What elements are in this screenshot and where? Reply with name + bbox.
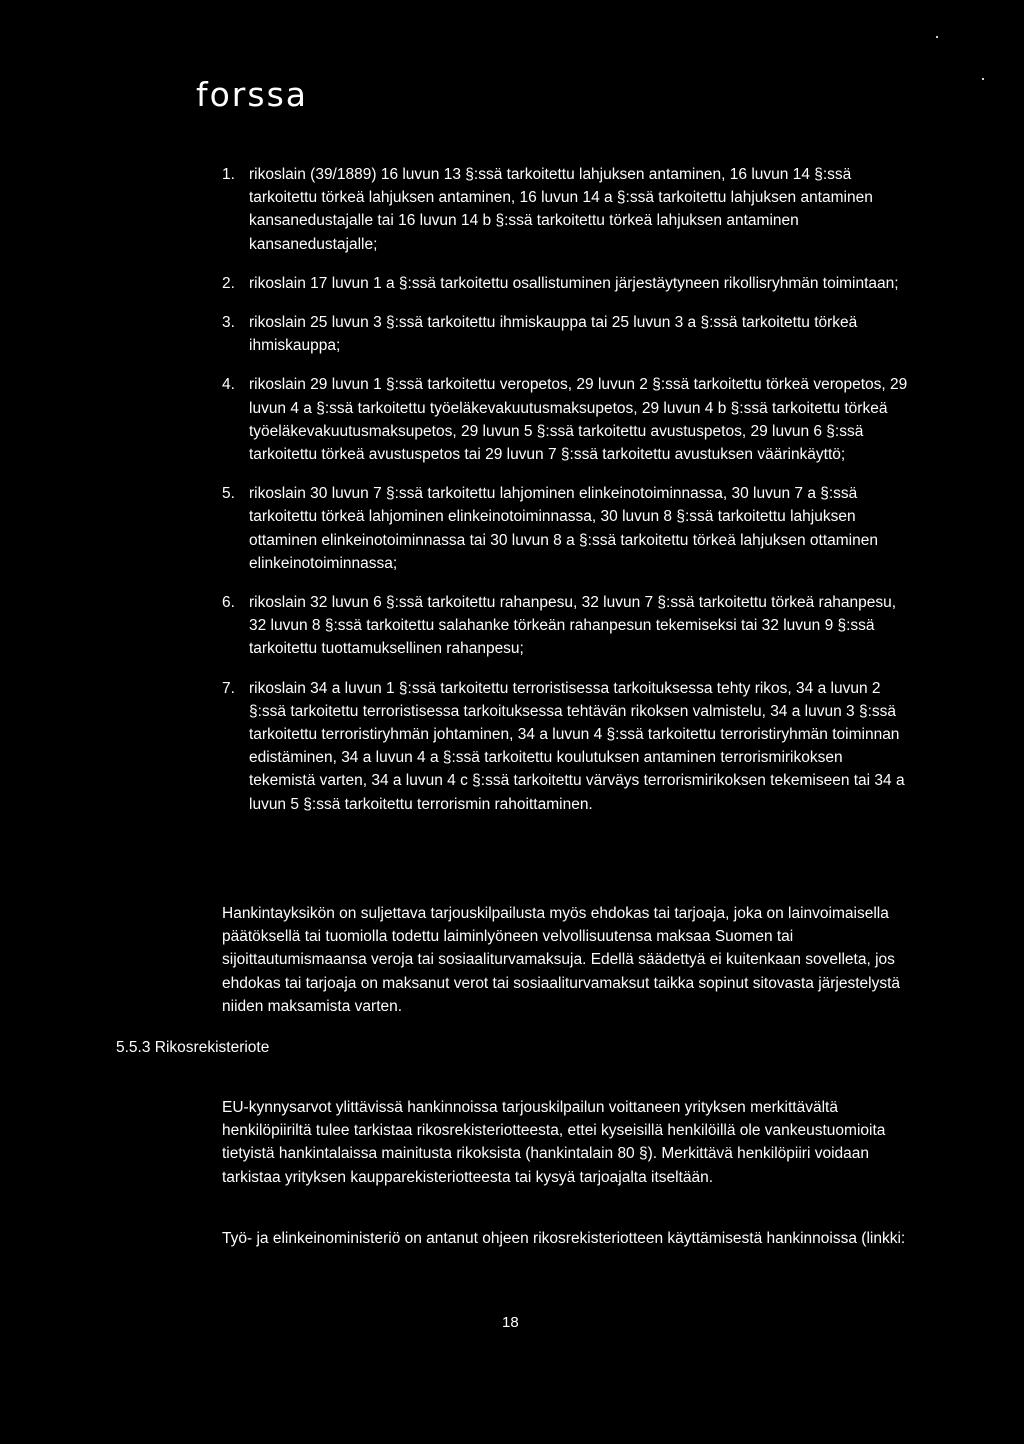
ministry-guidance-paragraph: Työ- ja elinkeinoministeriö on antanut ohjeen rikosrekisteriotteen käyttämisestä hankinnoissa (linkki:: [222, 1230, 906, 1247]
list-item-text: rikoslain 32 luvun 6 §:ssä tarkoitettu rahanpesu, 32 luvun 7 §:ssä tarkoitettu törkeä rahanpesu, 32 luvun 8 §:ssä tarkoitettu salahanke törkeän rahanpesun tekemiseksi tai 32 luvun 9 §:ssä tarkoitettu tuottamuksellinen rahanpesu;: [249, 594, 897, 658]
scan-speck: [936, 36, 938, 38]
exclusion-paragraph: Hankintayksikön on suljettava tarjouskilpailusta myös ehdokas tai tarjoaja, joka on lainvoimaisella päätöksellä tai tuomiolla todettu laiminlyöneen velvollisuutensa maksaa Suomen tai sijoittautumismaansa veroja tai sosiaaliturvamaksuja. Edellä säädettyä ei kuitenkaan sovelleta, jos ehdokas tai tarjoaja on maksanut verot tai sosiaaliturvamaksut taikka sopinut sitovasta järjestelystä niiden maksamista varten.: [222, 905, 901, 1015]
list-item-number: 5.: [222, 485, 235, 503]
list-item: [222, 272, 912, 295]
list-item-number: 6.: [222, 594, 235, 612]
section-heading: 5.5.3 Rikosrekisteriote: [116, 1039, 270, 1056]
scan-speck: [982, 78, 984, 80]
page-number: 18: [502, 1314, 519, 1331]
criminal-record-paragraph: EU-kynnysarvot ylittävissä hankinnoissa tarjouskilpailun voittaneen yrityksen merkittävältä henkilöpiiriltä tulee tarkistaa rikosrekisteriotteesta, ettei kyseisillä henkilöillä ole vankeustuomioita tietyistä hankintalaissa mainitusta rikoksista (hankintalain 80 §). Merkittävä henkilöpiiri voidaan tarkistaa yrityksen kaupparekisteriotteesta tai kysyä tarjoajalta itseltään.: [222, 1099, 886, 1186]
list-item-text: rikoslain 17 luvun 1 a §:ssä tarkoitettu osallistuminen järjestäytyneen rikollisryhmän toimintaan;: [249, 274, 899, 292]
list-item: [222, 677, 912, 816]
list-item-number: 3.: [222, 314, 235, 332]
list-item: [222, 482, 912, 575]
list-item-text: rikoslain (39/1889) 16 luvun 13 §:ssä tarkoitettu lahjuksen antaminen, 16 luvun 14 §:ssä tarkoitettu törkeä lahjuksen antaminen, 16 luvun 14 a §:ssä tarkoitettu lahjuksen antaminen kansanedustajalle tai 16 luvun 14 b §:ssä tarkoitettu törkeä lahjuksen antaminen kansanedustajalle;: [249, 166, 873, 253]
list-item-text: rikoslain 29 luvun 1 §:ssä tarkoitettu veropetos, 29 luvun 2 §:ssä tarkoitettu törkeä veropetos, 29 luvun 4 a §:ssä tarkoitettu työeläkevakuutusmaksupetos, 29 luvun 4 b §:ssä tarkoitettu törkeä työeläkevakuutusmaksupetos, 29 luvun 5 §:ssä tarkoitettu avustuspetos, 29 luvun 6 §:ssä tarkoitettu törkeä avustuspetos tai 29 luvun 7 §:ssä tarkoitettu avustuksen väärinkäyttö;: [249, 376, 908, 464]
list-item: [222, 591, 912, 661]
forssa-logo: forssa: [196, 75, 308, 114]
list-item-number: 2.: [222, 274, 235, 292]
list-item-text: rikoslain 30 luvun 7 §:ssä tarkoitettu lahjominen elinkeinotoiminnassa, 30 luvun 7 a §:ssä tarkoitettu törkeä lahjominen elinkeinotoiminnassa, 30 luvun 8 §:ssä tarkoitettu lahjuksen ottaminen elinkeinotoiminnassa tai 30 luvun 8 a §:ssä tarkoitettu törkeä lahjuksen ottaminen elinkeinotoiminnassa;: [249, 485, 878, 572]
list-item-text: rikoslain 25 luvun 3 §:ssä tarkoitettu ihmiskauppa tai 25 luvun 3 a §:ssä tarkoitettu törkeä ihmiskauppa;: [249, 314, 858, 355]
list-item-number: 4.: [222, 376, 235, 394]
list-item: [222, 373, 912, 466]
list-item: [222, 163, 912, 256]
list-item-text: rikoslain 34 a luvun 1 §:ssä tarkoitettu terroristisessa tarkoituksessa tehty rikos, 34 a luvun 2 §:ssä tarkoitettu terroristisessa tarkoituksessa tehtävän rikoksen valmistelu, 34 a luvun 3 §:ssä tarkoitettu terroristiryhmän johtaminen, 34 a luvun 4 §:ssä tarkoitettu terroristiryhmän toiminnan edistäminen, 34 a luvun 4 a §:ssä tarkoitettu koulutuksen antaminen terrorismirikoksen tekemistä varten, 34 a luvun 4 c §:ssä tarkoitettu värväys terrorismirikoksen tekemiseen tai 34 a luvun 5 §:ssä tarkoitettu terrorismin rahoittaminen.: [249, 679, 905, 813]
list-item: [222, 311, 912, 357]
list-item-number: 7.: [222, 679, 235, 697]
list-item-number: 1.: [222, 166, 235, 183]
offence-list: [222, 163, 912, 832]
